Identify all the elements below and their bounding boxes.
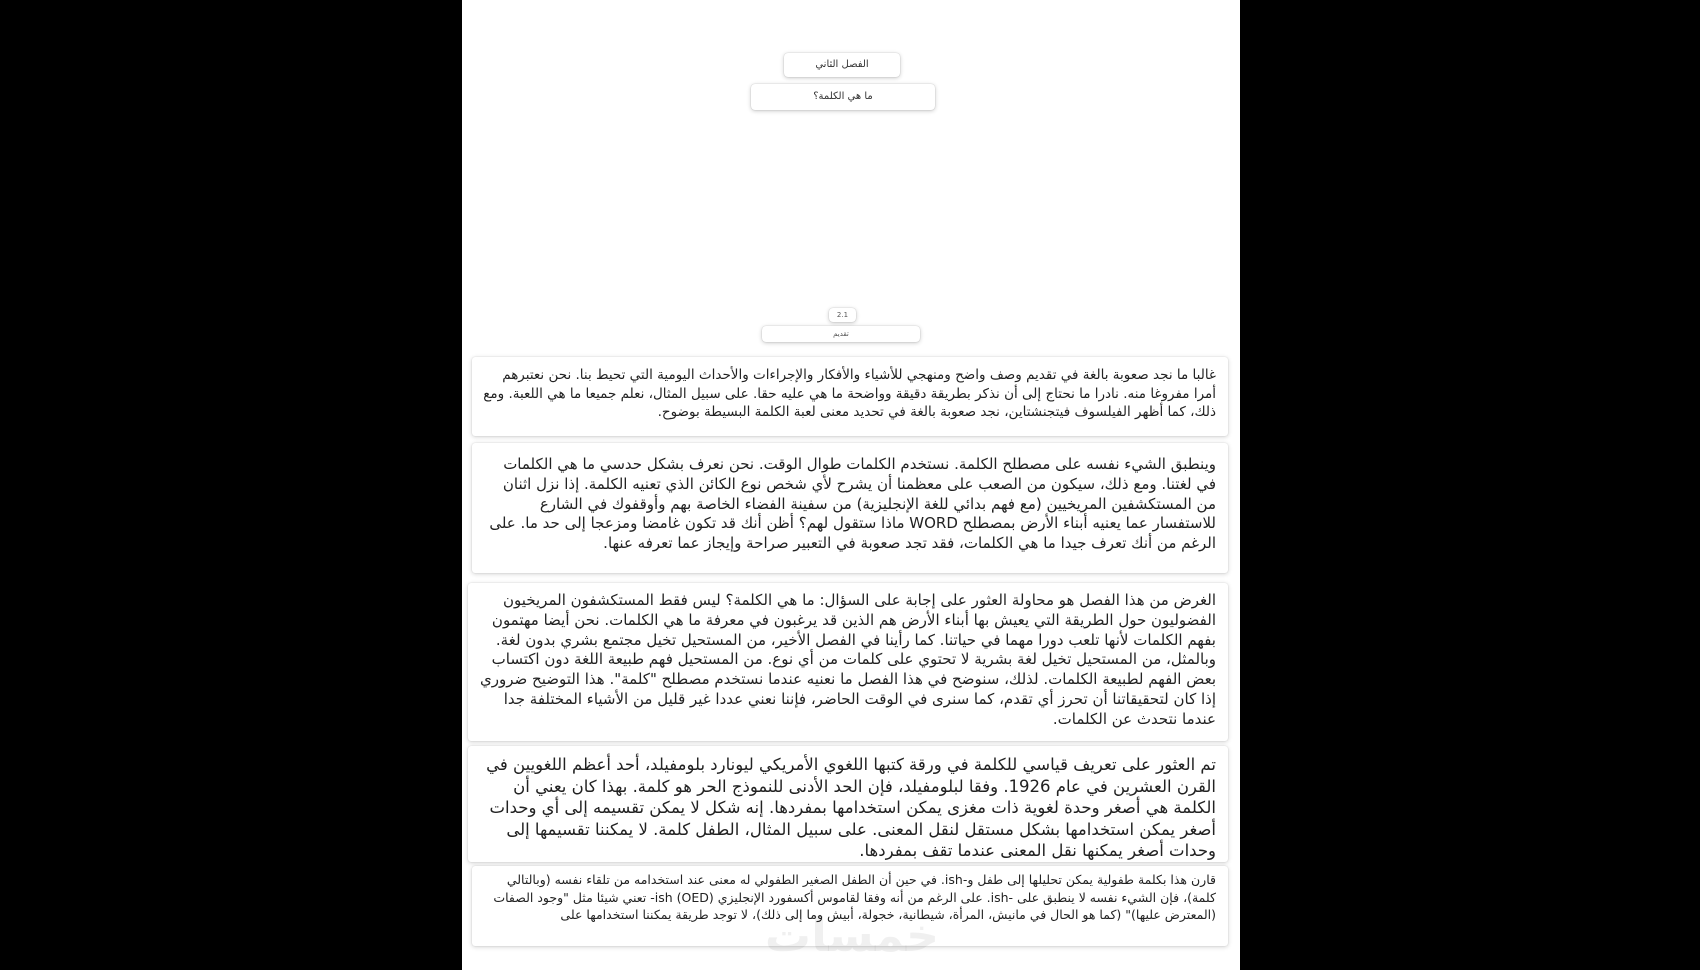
paragraph-5: قارن هذا بكلمة طفولية يمكن تحليلها إلى طفل و-ish. في حين أن الطفل الصغير الطفولي له معنى عند استخدامه من تلقاء نفسه (وبالتالي كلمة)، فإن الشيء نفسه لا ينطبق على -ish. على الرغم من أنه وفقا لقاموس أكسفورد الإنجليزي (OED) ish- تعني شيئا مثل "وجود الصفات (المعترض عليها)" (كما هو الحال في مانيش، المرأة، شيطانية، خجولة، أبيش وما إلى ذلك)، لا توجد طريقة يمكننا استخدامها على — [472, 866, 1228, 946]
watermark-logo: خمسات — [764, 908, 940, 962]
paragraph-2: وينطبق الشيء نفسه على مصطلح الكلمة. نستخدم الكلمات طوال الوقت. نحن نعرف بشكل حدسي ما هي الكلمات في لغتنا. ومع ذلك، سيكون من الصعب على معظمنا أن يشرح لأي شخص نوع الكائن الذي تعنيه الكلمة. إذا نزل اثنان من المستكشفين المريخيين (مع فهم بدائي للغة الإنجليزية) من سفينة الفضاء الخاصة بهم وأوقفوك في الشارع للاستفسار عما يعنيه أبناء الأرض بمصطلح WORD ماذا ستقول لهم؟ أظن أنك قد تكون غامضا ومزعجا إلى حد ما. على الرغم من أنك تعرف جيدا ما هي الكلمات، فقد تجد صعوبة في التعبير صراحة وإيجاز عما تعرفه عنها. — [472, 443, 1228, 573]
section-title: تقديم — [762, 326, 920, 342]
section-number: 2.1 — [829, 308, 856, 322]
paragraph-3: الغرض من هذا الفصل هو محاولة العثور على إجابة على السؤال: ما هي الكلمة؟ ليس فقط المستكشفون المريخيون الفضوليون حول الطريقة التي يعيش بها أبناء الأرض هم الذين قد يرغبون في معرفة ما هي الكلمات. نحن أيضا مهتمون بفهم الكلمات لأنها تلعب دورا مهما في حياتنا. كما رأينا في الفصل الأخير، من المستحيل تخيل مجتمع بشري بدون لغة. وبالمثل، من المستحيل تخيل لغة بشرية لا تحتوي على كلمات من أي نوع. من المستحيل فهم طبيعة اللغة دون اكتساب بعض الفهم لطبيعة الكلمات. لذلك، سنوضح في هذا الفصل ما نعنيه عندما نستخدم مصطلح "كلمة". هذا التوضيح ضروري إذا كان لتحقيقاتنا أن تحرز أي تقدم، كما سنرى في الوقت الحاضر، فإننا نعني عددا غير قليل من الأشياء المختلفة جدا عندما نتحدث عن الكلمات. — [468, 583, 1228, 741]
paragraph-1: غالبا ما نجد صعوبة بالغة في تقديم وصف واضح ومنهجي للأشياء والأفكار والإجراءات والأحداث اليومية التي تحيط بنا. نحن نعتبرهم أمرا مفروغا منه. نادرا ما نحتاج إلى أن نذكر بطريقة دقيقة وواضحة ما هي عليه حقا. على سبيل المثال، نعلم جميعا ما هي اللعبة. ومع ذلك، كما أظهر الفيلسوف فيتجنشتاين، نجد صعوبة بالغة في تحديد معنى لعبة الكلمة البسيطة بوضوح. — [472, 357, 1228, 436]
chapter-title: ما هي الكلمة؟ — [751, 84, 935, 110]
paragraph-4: تم العثور على تعريف قياسي للكلمة في ورقة كتبها اللغوي الأمريكي ليونارد بلومفيلد، أحد أعظم اللغويين في القرن العشرين في عام 1926. وفقا لبلومفيلد، فإن الحد الأدنى للنموذج الحر هو كلمة. بهذا كان يعني أن الكلمة هي أصغر وحدة لغوية ذات مغزى يمكن استخدامها بمفردها. إنه شكل لا يمكن تقسيمه إلى أي وحدات أصغر يمكن استخدامها بشكل مستقل لنقل المعنى. على سبيل المثال، الطفل كلمة. لا يمكننا تقسيمها إلى وحدات أصغر يمكنها نقل المعنى عندما تقف بمفردها. — [468, 746, 1228, 862]
chapter-label: الفصل الثاني — [784, 53, 900, 77]
document-page — [462, 0, 1240, 970]
